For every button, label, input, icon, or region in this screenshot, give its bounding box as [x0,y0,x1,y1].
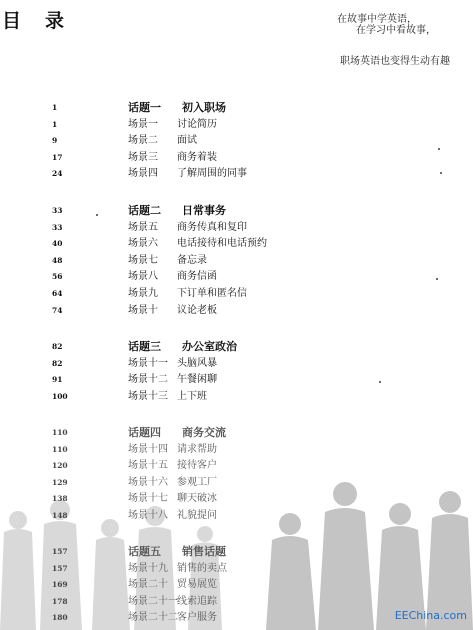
toc-page-number: 64 [52,288,63,298]
toc-page-number: 74 [52,305,63,315]
toc-scene-row[interactable] [0,253,473,270]
toc-page-number: 9 [52,136,58,146]
toc-topic-label: 话题五 [128,545,161,558]
toc-scene-row[interactable] [0,220,473,237]
toc-topic-label: 话题一 [128,101,161,114]
toc-page-number: 110 [52,444,68,454]
toc-page-number: 110 [52,428,68,437]
toc-scene-label: 场景二十 [128,579,168,591]
toc-scene-row[interactable] [0,389,473,406]
toc-scene-label: 场景三 [128,151,158,163]
toc-scene-label: 场景二 [128,135,158,147]
toc-page-number: 17 [52,152,63,162]
toc-section [0,100,473,183]
toc-scene-title: 电话接待和电话预约 [177,238,267,250]
toc-scene-label: 场景十九 [128,562,168,574]
toc-page-number: 56 [52,272,63,282]
toc-section [0,339,473,405]
toc-scene-row[interactable] [0,356,473,373]
toc-scene-title: 礼貌提问 [177,509,217,521]
toc-scene-label: 场景六 [128,238,158,250]
toc-scene-title: 聊天破冰 [177,493,217,505]
toc-scene-row[interactable] [0,491,473,508]
toc-scene-row[interactable] [0,372,473,389]
toc-page-number: 157 [52,563,68,573]
toc-scene-row[interactable] [0,133,473,150]
toc-scene-label: 场景五 [128,221,158,233]
toc-scene-row[interactable] [0,508,473,525]
toc-page-number: 40 [52,239,63,249]
toc-scene-title: 议论老板 [177,304,217,316]
toc-scene-title: 头脑风暴 [177,357,217,369]
toc-scene-title: 讨论简历 [177,118,217,130]
toc-page-number: 91 [52,375,63,385]
toc-scene-title: 下订单和匿名信 [177,287,247,299]
toc-page-number: 120 [52,461,68,471]
toc-topic-row[interactable] [0,425,473,442]
page-title-char: 目 [2,10,46,32]
toc-scene-row[interactable] [0,577,473,594]
toc-scene-label: 场景九 [128,287,158,299]
toc-scene-title: 商务传真和复印 [177,221,247,233]
toc-scene-label: 场景七 [128,254,158,266]
toc-scene-title: 了解周围的同事 [177,168,247,180]
toc-scene-label: 场景八 [128,271,158,283]
toc-scene-label: 场景十二 [128,374,168,386]
toc-page-number: 178 [52,596,68,606]
toc-scene-title: 请求帮助 [177,443,217,455]
toc-page-number: 33 [52,222,63,232]
toc-topic-row[interactable] [0,544,473,561]
toc-page-number: 129 [52,477,68,487]
toc-scene-title: 销售的卖点 [177,562,227,574]
toc-page-number: 157 [52,547,68,556]
toc-scene-row[interactable] [0,594,473,611]
slogan-line: 职场英语也变得生动有趣 [340,56,450,67]
toc-scene-row[interactable] [0,269,473,286]
toc-topic-title: 日常事务 [182,204,226,217]
toc-scene-label: 场景十一 [128,357,168,369]
toc-scene-label: 场景一 [128,118,158,130]
toc-topic-row[interactable] [0,339,473,356]
page-title-char: 录 [45,10,89,32]
toc-topic-title: 办公室政治 [182,340,237,353]
toc-scene-row[interactable] [0,458,473,475]
toc-page-number: 1 [52,119,58,129]
toc-scene-label: 场景二十一 [128,595,178,607]
toc-scene-title: 备忘录 [177,254,207,266]
toc-scene-title: 客户服务 [177,612,217,624]
toc-page-number: 82 [52,342,63,351]
toc-page-number: 148 [52,510,68,520]
slogan-line: 在故事中学英语， [337,14,417,25]
toc-topic-title: 商务交流 [182,426,226,439]
toc-topic-title: 销售话题 [182,545,226,558]
toc-page-number: 48 [52,255,63,265]
toc-page-number: 82 [52,358,63,368]
toc-page-number: 100 [52,391,68,401]
toc-scene-row[interactable] [0,442,473,459]
toc-scene-title: 接待客户 [177,460,217,472]
toc-section [0,425,473,525]
toc-page-number: 1 [52,103,58,112]
toc-scene-row[interactable] [0,236,473,253]
toc-scene-label: 场景十三 [128,390,168,402]
toc-topic-label: 话题三 [128,340,161,353]
toc-scene-row[interactable] [0,150,473,167]
toc-scene-label: 场景四 [128,168,158,180]
watermark: EEChina.com [394,609,467,622]
toc-page-number: 169 [52,580,68,590]
toc-scene-title: 参观工厂 [177,476,217,488]
toc-scene-row[interactable] [0,286,473,303]
toc-topic-row[interactable] [0,100,473,117]
toc-topic-title: 初入职场 [182,101,226,114]
toc-scene-row[interactable] [0,166,473,183]
toc-scene-title: 贸易展览 [177,579,217,591]
toc-scene-label: 场景十五 [128,460,168,472]
toc-scene-title: 上下班 [177,390,207,402]
slogan-line: 在学习中看故事， [356,25,436,36]
toc-topic-label: 话题二 [128,204,161,217]
toc-scene-label: 场景十 [128,304,158,316]
toc-scene-row[interactable] [0,475,473,492]
toc-scene-title: 线索追踪 [177,595,217,607]
toc-scene-title: 午餐闲聊 [177,374,217,386]
toc-scene-label: 场景十七 [128,493,168,505]
toc-scene-title: 商务信函 [177,271,217,283]
toc-topic-label: 话题四 [128,426,161,439]
toc-scene-title: 商务着装 [177,151,217,163]
toc-scene-label: 场景十八 [128,509,168,521]
toc-scene-label: 场景二十二 [128,612,178,624]
toc-page-number: 33 [52,206,63,215]
toc-page-number: 180 [52,613,68,623]
toc-scene-row[interactable] [0,303,473,320]
toc-section [0,203,473,319]
toc-scene-label: 场景十六 [128,476,168,488]
toc-scene-title: 面试 [177,135,197,147]
toc-scene-label: 场景十四 [128,443,168,455]
toc-page-number: 138 [52,494,68,504]
page-title [2,6,88,33]
toc-topic-row[interactable] [0,203,473,220]
toc-page-number: 24 [52,169,63,179]
toc-scene-row[interactable] [0,117,473,134]
toc-scene-row[interactable] [0,561,473,578]
